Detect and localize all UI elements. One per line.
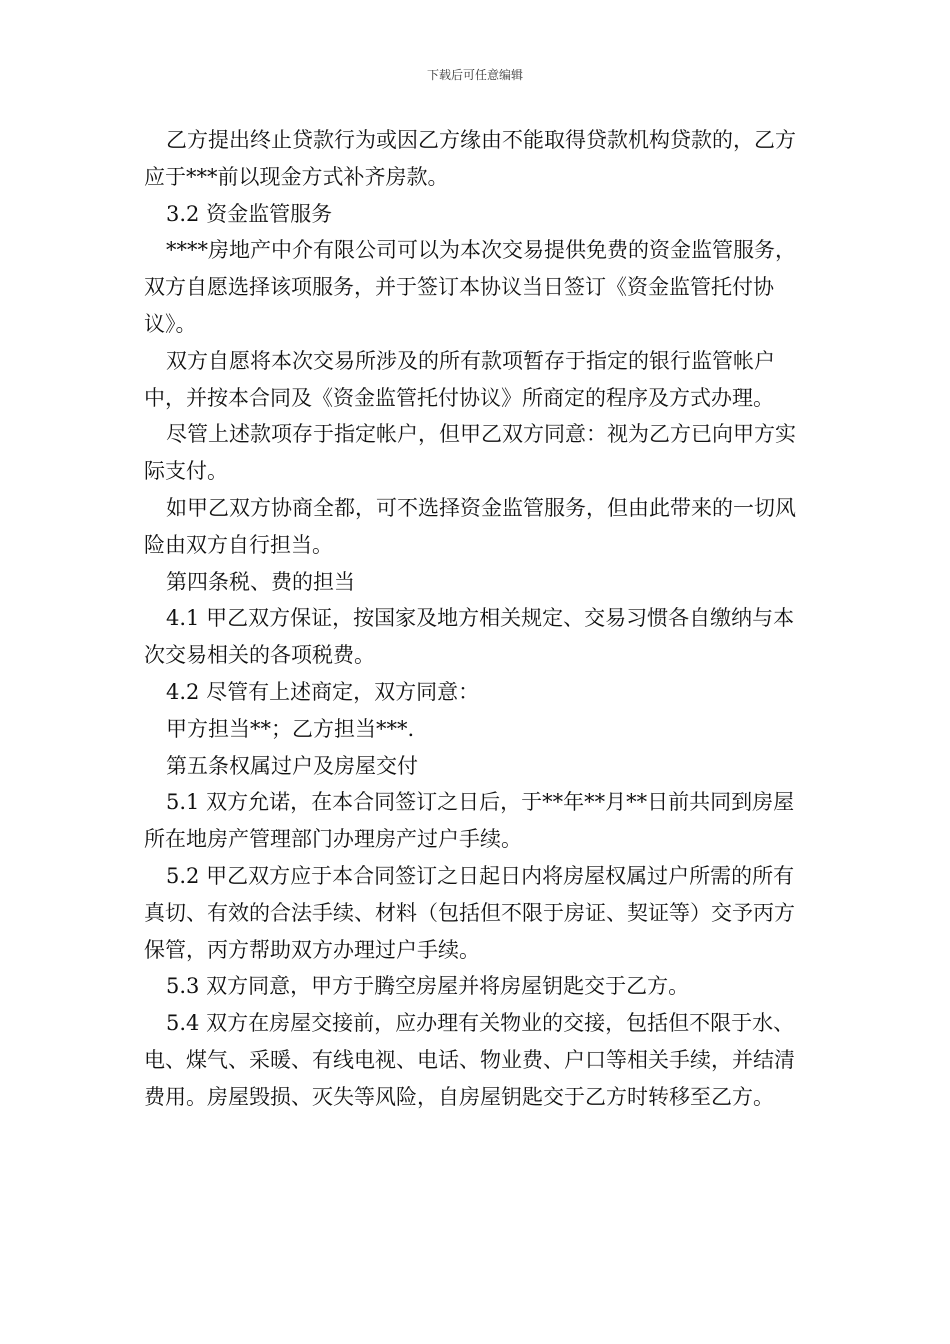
- section-3-2-heading: 3.2 资金监管服务: [166, 201, 333, 226]
- page-header: 下载后可任意编辑: [426, 68, 523, 82]
- paragraph-deemed-payment: 尽管上述款项存于指定帐户，但甲乙双方同意：视为乙方已向甲方实际支付。: [144, 422, 796, 484]
- paragraph-risk: 如甲乙双方协商全都，可不选择资金监管服务，但由此带来的一切风险由双方自行担当。: [144, 495, 796, 557]
- paragraph-5-4: 5.4 双方在房屋交接前，应办理有关物业的交接，包括但不限于水、电、煤气、采暖、有线电视、电话、物业费、户口等相关手续，并结清费用。房屋毁损、灭失等风险，自房屋钥匙交于乙方时转移至乙方。: [144, 1011, 795, 1109]
- paragraph-escrow-service: ****房地产中介有限公司可以为本次交易提供免费的资金监管服务，双方自愿选择该项服务，并于签订本协议当日签订《资金监管托付协议》。: [144, 238, 796, 336]
- document-body: [144, 122, 806, 1116]
- paragraph-4-2: 4.2 尽管有上述商定，双方同意：: [166, 679, 480, 704]
- paragraph-5-1: 5.1 双方允诺，在本合同签订之日后，于**年**月**日前共同到房屋所在地房产管理部门办理房产过户手续。: [144, 790, 795, 852]
- paragraph-4-1: 4.1 甲乙双方保证，按国家及地方相关规定、交易习惯各自缴纳与本次交易相关的各项税费。: [144, 606, 795, 668]
- article-5-heading: 第五条权属过户及房屋交付: [166, 753, 418, 778]
- article-4-heading: 第四条税、费的担当: [166, 569, 355, 594]
- paragraph-tax-split: 甲方担当**；乙方担当***.: [166, 716, 415, 741]
- paragraph-5-2: 5.2 甲乙双方应于本合同签订之日起日内将房屋权属过户所需的所有真切、有效的合法手续、材料（包括但不限于房证、契证等）交予丙方保管，丙方帮助双方办理过户手续。: [144, 863, 795, 962]
- paragraph-5-3: 5.3 双方同意，甲方于腾空房屋并将房屋钥匙交于乙方。: [166, 974, 690, 999]
- paragraph-escrow-account: 双方自愿将本次交易所涉及的所有款项暂存于指定的银行监管帐户中，并按本合同及《资金监管托付协议》所商定的程序及方式办理。: [144, 348, 775, 410]
- paragraph-loan-termination: 乙方提出终止贷款行为或因乙方缘由不能取得贷款机构贷款的，乙方应于***前以现金方式补齐房款。: [144, 128, 796, 189]
